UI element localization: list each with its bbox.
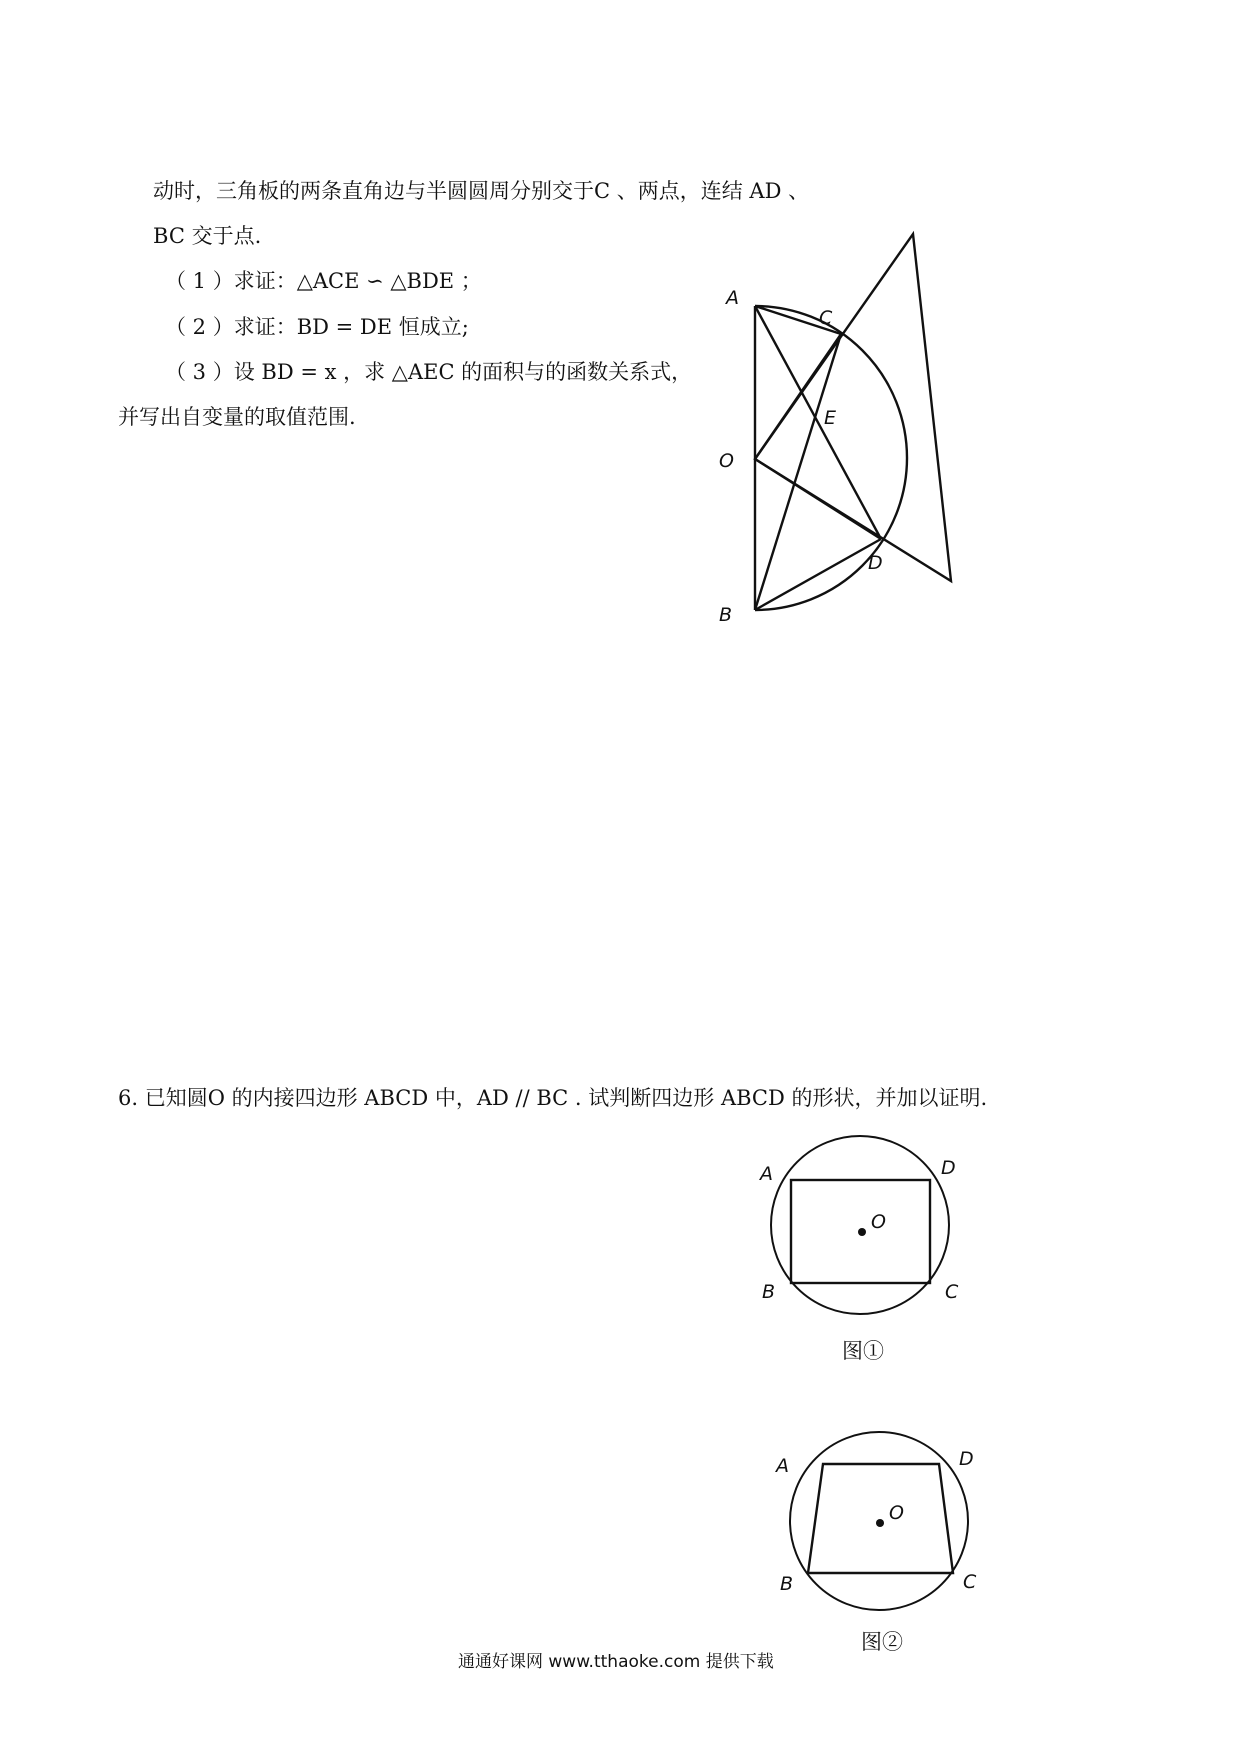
problem5-line2: BC 交于点. — [153, 224, 262, 248]
fig2-label-d: D — [959, 1448, 974, 1470]
label-d: D — [868, 552, 883, 574]
label-a: A — [726, 287, 739, 309]
fig1-label-d: D — [941, 1157, 956, 1179]
fig2-label-o: O — [889, 1502, 904, 1524]
fig2-label-a: A — [776, 1455, 789, 1477]
center-o-dot-figure-2 — [876, 1519, 884, 1527]
fig1-caption: 图① — [842, 1339, 884, 1363]
label-b: B — [719, 604, 733, 626]
fig2-caption: 图② — [861, 1630, 903, 1654]
problem5-question-1: （ 1 ）求证：△ACE ∽ △BDE ； — [165, 269, 482, 293]
fig1-label-o: O — [871, 1211, 886, 1233]
problem5-question-3: （ 3 ）设 BD = x ，求 △AEC 的面积与的函数关系式， — [165, 360, 693, 384]
label-o: O — [719, 450, 734, 472]
isosceles-trapezoid-abcd — [808, 1464, 953, 1573]
label-e: E — [824, 407, 837, 429]
fig2-label-c: C — [963, 1571, 977, 1593]
problem5-question-3-continued: 并写出自变量的取值范围. — [118, 405, 356, 429]
problem5-line1: 动时，三角板的两条直角边与半圆圆周分别交于C 、两点，连结 AD 、 — [153, 179, 810, 203]
fig1-label-c: C — [945, 1281, 959, 1303]
fig1-label-a: A — [760, 1163, 773, 1185]
problem6-statement: 6. 已知圆O 的内接四边形 ABCD 中，AD // BC . 试判断四边形 ABCD 的形状，并加以证明. — [118, 1086, 988, 1110]
fig2-label-b: B — [780, 1573, 794, 1595]
page-footer: 通通好课网 www.tthaoke.com 提供下载 — [458, 1652, 774, 1672]
problem5-question-2: （ 2 ）求证：BD = DE 恒成立; — [165, 315, 469, 339]
label-c: C — [819, 307, 833, 329]
fig1-label-b: B — [762, 1281, 776, 1303]
